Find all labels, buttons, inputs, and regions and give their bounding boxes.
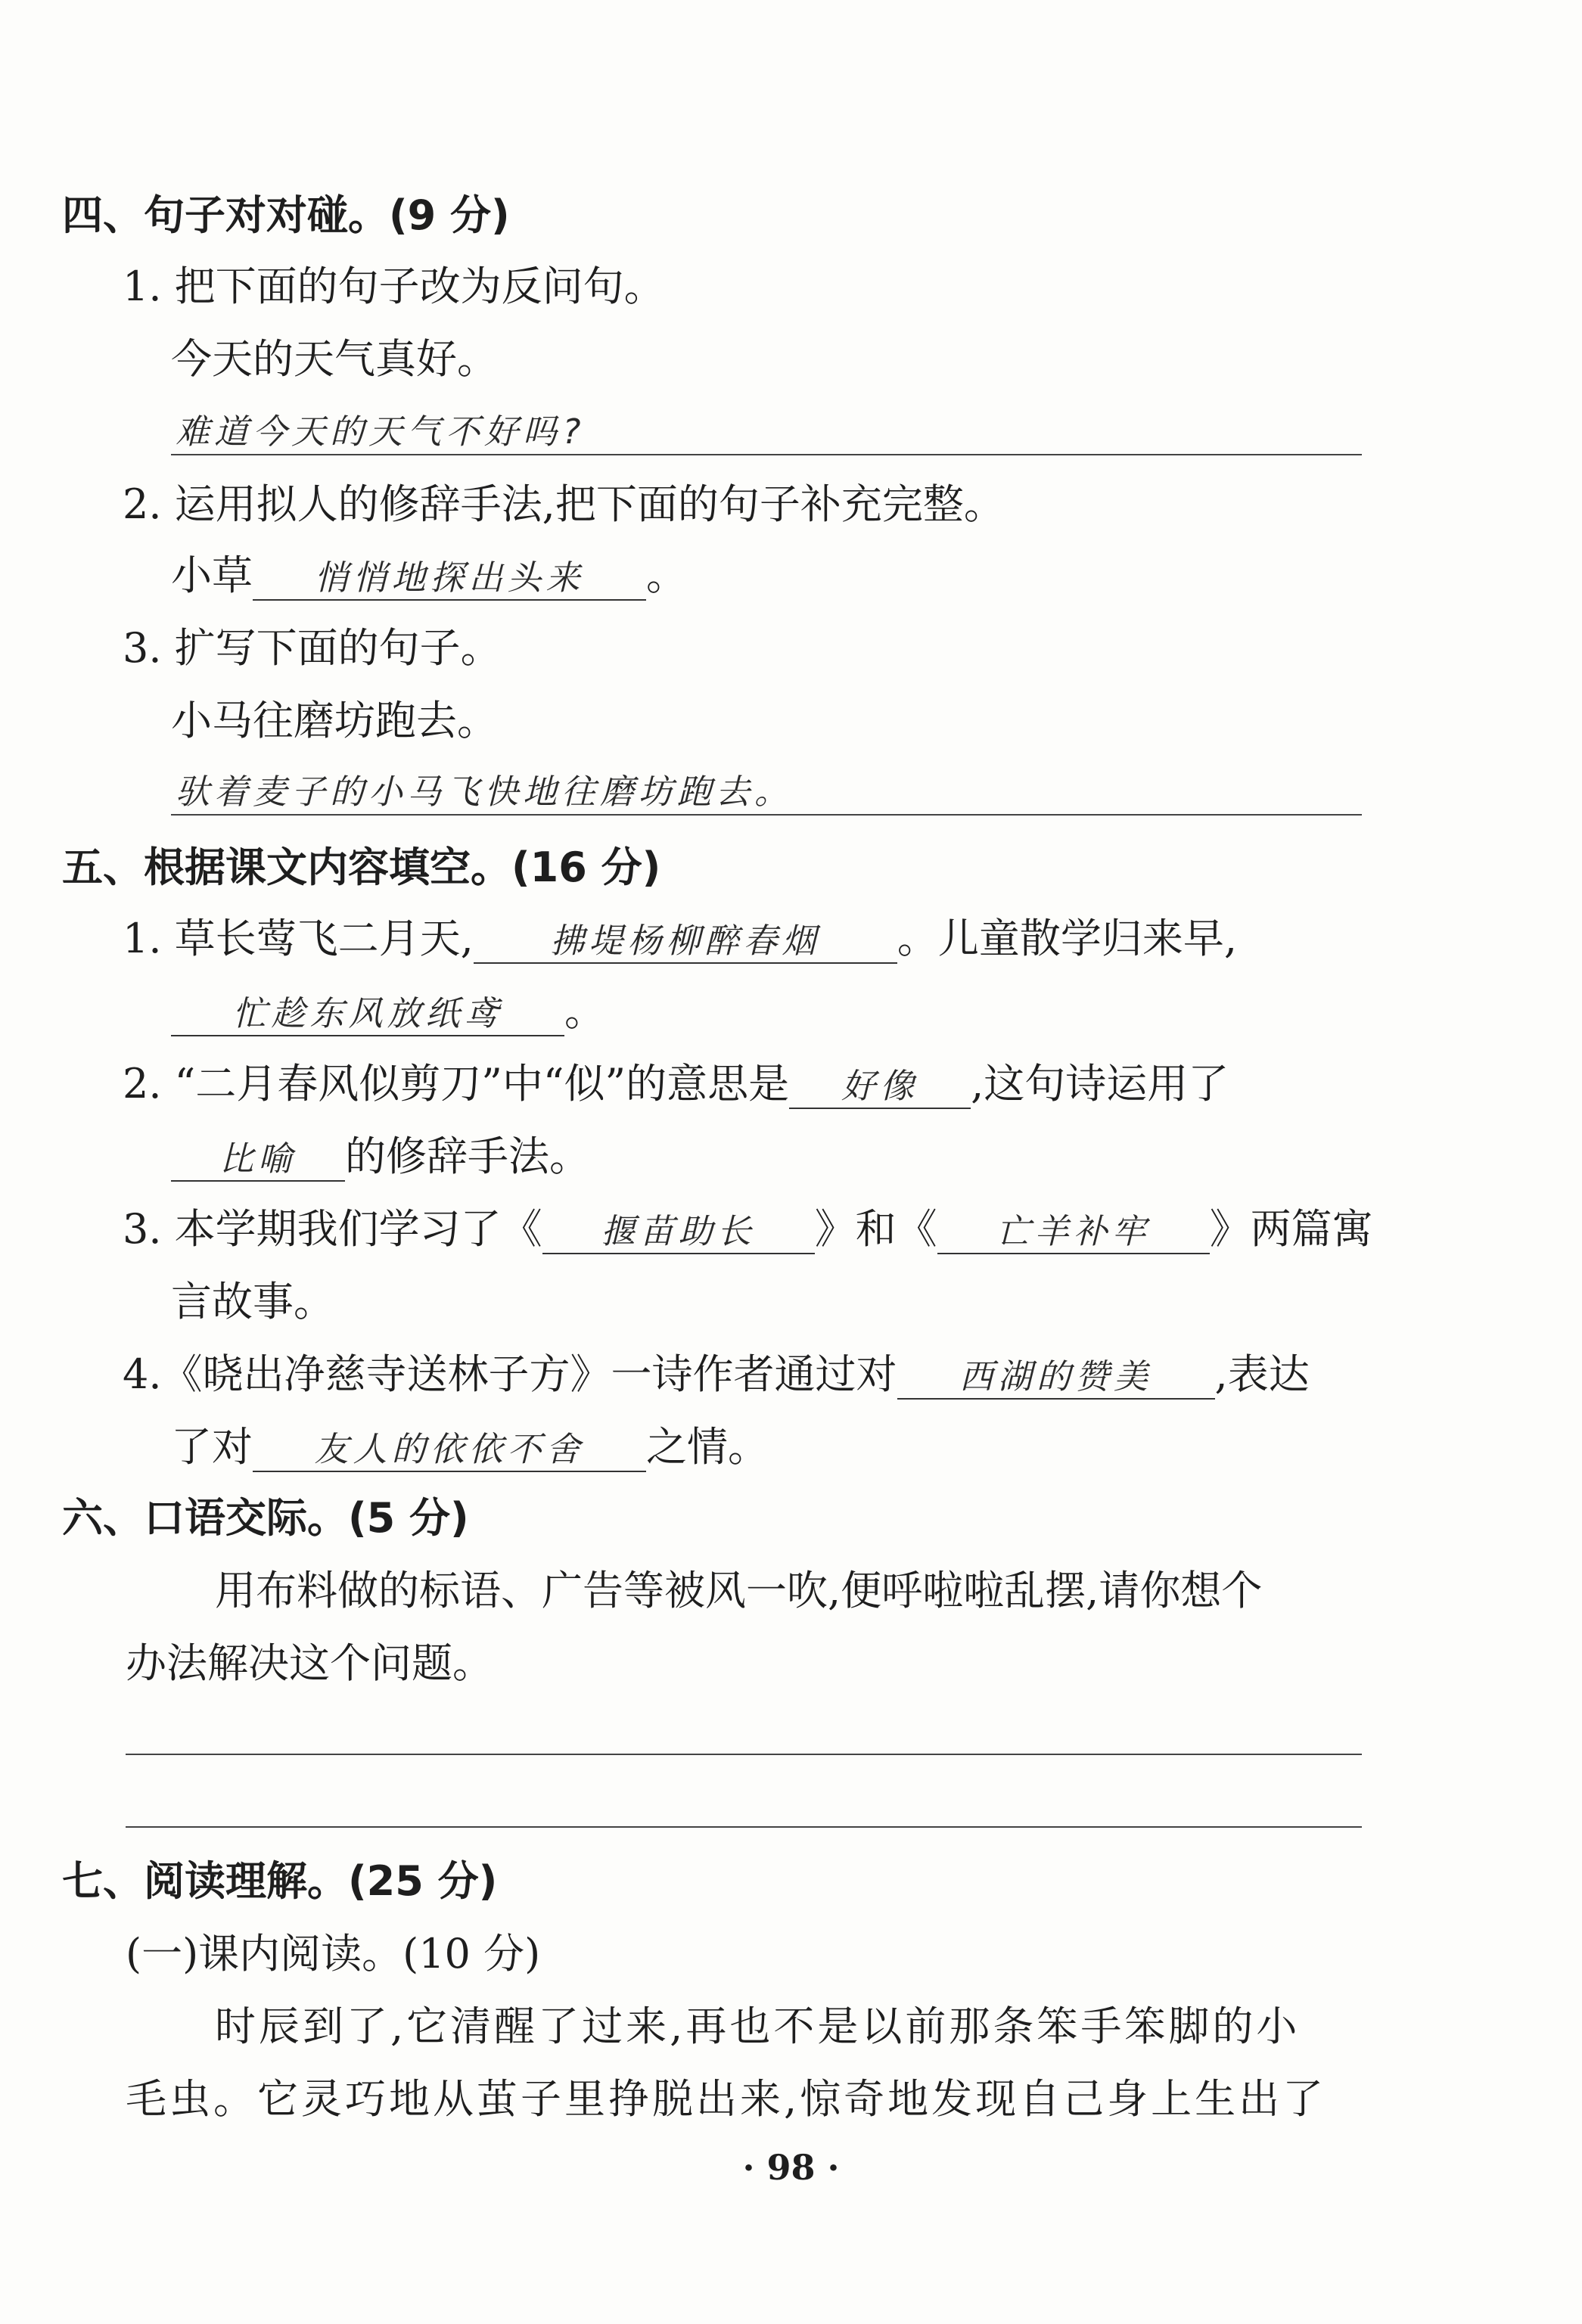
section-6-title: 六、口语交际。(5 分) (62, 1494, 469, 1542)
question-4-2-prefix: 小草 (171, 551, 253, 599)
answer-4-1: 难道今天的天气不好吗? (176, 412, 587, 452)
question-5-1-suffix: 。 (564, 987, 605, 1035)
question-5-3-mid: 》和《 (814, 1205, 937, 1253)
question-5-4-line1 (123, 1350, 1310, 1400)
question-5-4-prefix: 4.《晓出净慈寺送林子方》一诗作者通过对 (123, 1350, 897, 1398)
answer-5-2b: 比喻 (219, 1139, 297, 1179)
answer-5-1b: 忙趁东风放纸鸢 (232, 993, 503, 1033)
question-5-2-line2 (171, 1132, 590, 1182)
question-5-1-prefix: 1. 草长莺飞二月天, (123, 915, 474, 962)
section-7-line1: 时辰到了,它清醒了过来,再也不是以前那条笨手笨脚的小 (215, 2002, 1301, 2050)
answer-5-4b: 友人的依依不舍 (314, 1429, 585, 1469)
answer-line-4-1 (171, 454, 1362, 455)
section-4-title: 四、句子对对碰。(9 分) (62, 191, 510, 239)
question-5-3-line2: 言故事。 (171, 1278, 334, 1325)
question-5-2-prefix: 2. “二月春风似剪刀”中“似”的意思是 (123, 1060, 790, 1108)
question-5-4-line2 (171, 1423, 769, 1472)
question-4-1-prompt: 1. 把下面的句子改为反问句。 (123, 263, 665, 310)
question-4-2-suffix: 。 (646, 551, 687, 599)
answer-5-3a: 揠苗助长 (601, 1211, 756, 1251)
answer-4-2: 悄悄地探出头来 (314, 558, 585, 598)
question-4-2-prompt: 2. 运用拟人的修辞手法,把下面的句子补充完整。 (123, 480, 1005, 528)
section-7-title: 七、阅读理解。(25 分) (62, 1857, 498, 1905)
question-5-1-line2 (171, 987, 605, 1036)
question-5-2-suffix: 的修辞手法。 (345, 1132, 590, 1180)
question-4-3-prompt: 3. 扩写下面的句子。 (123, 624, 502, 672)
question-5-4-suffix: 之情。 (646, 1423, 769, 1471)
section-7-line2: 毛虫。它灵巧地从茧子里挣脱出来,惊奇地发现自己身上生出了 (126, 2075, 1327, 2123)
section-6-line1: 用布料做的标语、广告等被风一吹,便呼啦啦乱摆,请你想个 (215, 1567, 1263, 1614)
answer-line-6-2 (126, 1826, 1362, 1828)
answer-line-6-1 (126, 1754, 1362, 1755)
section-6-line2: 办法解决这个问题。 (126, 1639, 493, 1687)
question-5-1-line1 (123, 915, 1238, 964)
question-5-2-line1 (123, 1060, 1229, 1109)
answer-5-3b: 亡羊补牢 (996, 1211, 1151, 1251)
question-5-2-mid: ,这句诗运用了 (971, 1060, 1229, 1108)
answer-5-2a: 好像 (841, 1066, 919, 1106)
question-5-4-mid: ,表达 (1214, 1350, 1310, 1398)
answer-line-4-3 (171, 814, 1362, 816)
section-5-title: 五、根据课文内容填空。(16 分) (62, 844, 661, 891)
answer-5-4a: 西湖的赞美 (959, 1356, 1153, 1397)
question-4-1-sentence: 今天的天气真好。 (171, 335, 498, 383)
question-5-3-line1 (123, 1205, 1373, 1254)
question-5-4-prefix2: 了对 (171, 1423, 253, 1471)
question-5-3-prefix: 3. 本学期我们学习了《 (123, 1205, 542, 1253)
section-7-subtitle: (一)课内阅读。(10 分) (126, 1930, 541, 1978)
question-5-1-mid: 。儿童散学归来早, (897, 915, 1238, 962)
answer-5-1a: 拂堤杨柳醉春烟 (550, 921, 821, 961)
page-number: · 98 · (742, 2147, 840, 2188)
question-4-3-sentence: 小马往磨坊跑去。 (171, 697, 498, 744)
question-5-3-suffix: 》两篇寓 (1209, 1205, 1373, 1253)
question-4-2-line (171, 551, 687, 601)
answer-4-3: 驮着麦子的小马飞快地往磨坊跑去。 (176, 772, 794, 812)
